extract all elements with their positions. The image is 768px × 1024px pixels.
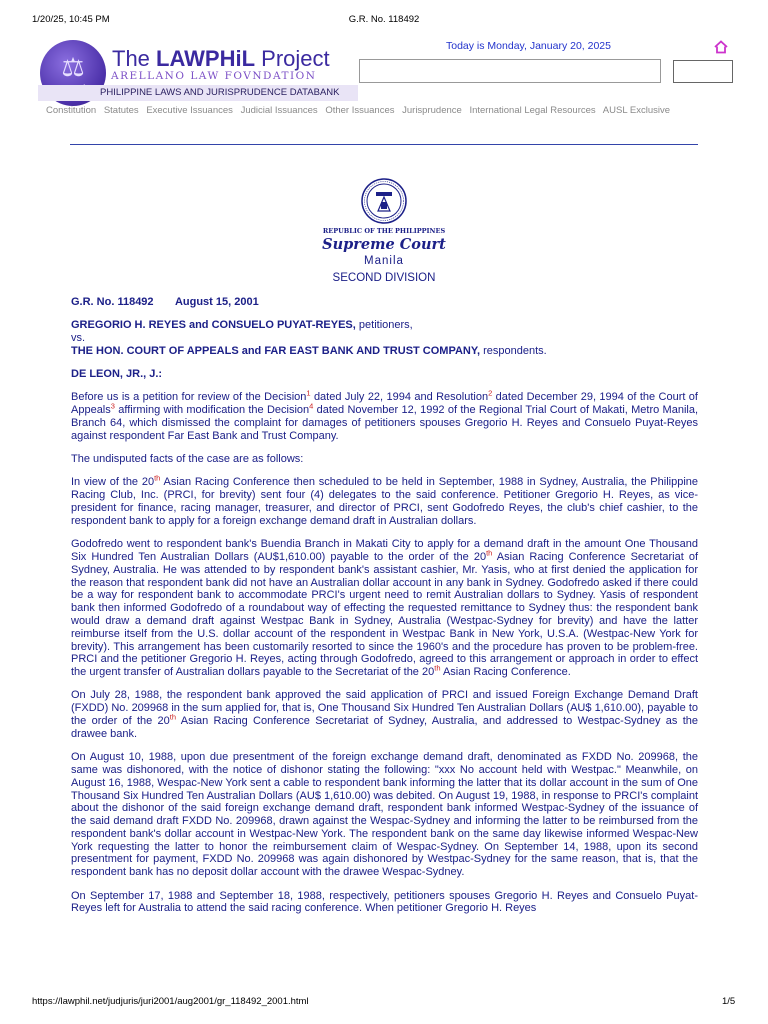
footnote-link-1[interactable]: 1 [306,388,311,398]
case-number: G.R. No. 118492 [71,296,154,308]
print-page-number: 1/5 [722,996,736,1007]
supreme-court-seal-icon [361,178,407,224]
search-button[interactable] [673,60,733,83]
paragraph-6: On August 10, 1988, upon due presentment of the foreign exchange demand draft, denominated as FXDD No. 209968, the same was dishonored, with the notice of dishonor stating the following: "xxx No account held with Westpac." Meanwhile, on August 16, 1988, Wespac-New York sent a cable to respondent bank informing the latter that its dollar account in the sum of One Thousand Six Hundred Ten Australian Dollars (AU$ 1,610.00) was debited. On August 19, 1988, in response to PRCI's complaint about the dishonor of the said foreign exchange demand draft, respondent bank informed Westpac-Sydney of the issuance of the said demand draft FXDD No. 209968, drawn against the Wespac-Sydney and informing the latter to be reimbursed from the respondent bank's dollar account in Westpac-New York. The respondent bank on the same day likewise informed Wespac-New York requesting the latter to honor the reimbursement claim of Wespac-Sydney. On September 14, 1988, upon its second presentment for payment, FXDD No. 209968 was again dishonored by Westpac-Sydney for the same reason, that is, that the respondent bank has no deposit dollar account with the drawee Wespac-Sydney. [71,751,698,879]
decision-content [71,296,698,915]
print-datetime: 1/20/25, 10:45 PM [32,14,110,25]
court-city: Manila [364,255,404,267]
foundation-name: ARELLANO LAW FOVNDATION [111,70,317,82]
nav-ausl-exclusive[interactable]: AUSL Exclusive [602,105,671,116]
nav-judicial-issuances[interactable]: Judicial Issuances [240,105,318,116]
brand-suffix: Project [255,46,330,71]
print-url: https://lawphil.net/judjuris/juri2001/aug2001/gr_118492_2001.html [32,996,309,1007]
nav-international-legal-resources[interactable]: International Legal Resources [469,105,596,116]
petitioners: GREGORIO H. REYES and CONSUELO PUYAT-REYES, [71,319,356,332]
nav-jurisprudence[interactable]: Jurisprudence [402,105,462,116]
paragraph-5: On July 28, 1988, the respondent bank approved the said application of PRCI and issued Foreign Exchange Demand Draft (FXDD) No. 209968 in the sum applied for, that is, One Thousand Six Hundred Ten Australian Dollars (AU$ 1,610.00), payable to the order of the 20th Asian Racing Conference Secretariat of Sydney, Australia, and addressed to Westpac-Sydney as the drawee bank. [71,689,698,740]
scales-of-justice-icon: ⚖ [61,52,85,82]
nav-executive-issuances[interactable]: Executive Issuances [146,105,233,116]
footnote-link-3[interactable]: 3 [110,401,115,411]
nav-statutes[interactable]: Statutes [103,105,139,116]
versus: vs. [71,332,86,345]
case-number-line [71,296,698,309]
respondents-line [71,345,698,358]
header-divider [70,144,698,145]
ponente: DE LEON, JR., J.: [71,368,163,381]
paragraph-3: In view of the 20th Asian Racing Conference then scheduled to be held in September, 1988 in Sydney, Australia, the Philippine Racing Club, Inc. (PRCI, for brevity) sent four (4) delegates to the said conference. Petitioner Gregorio H. Reyes, as vice-president for finance, racing manager, treasurer, and director of PRCI, sent Godofredo Reyes, the club's chief cashier, to the respondent bank to apply for a foreign exchange demand draft in Australian dollars. [71,473,698,527]
brand-bold: LAWPHiL [156,46,256,71]
main-nav [46,105,675,116]
search-input[interactable] [359,59,661,83]
footnote-link-2[interactable]: 2 [488,388,493,398]
nav-other-issuances[interactable]: Other Issuances [325,105,395,116]
brand-prefix: The [112,46,157,71]
print-title: G.R. No. 118492 [348,14,420,25]
respondents: THE HON. COURT OF APPEALS and FAR EAST BANK AND TRUST COMPANY, [71,344,481,357]
today-date: Today is Monday, January 20, 2025 [446,40,611,52]
home-icon[interactable] [714,40,728,54]
site-title[interactable] [112,46,330,72]
footnote-link-4[interactable]: 4 [309,401,314,411]
republic-label: REPUBLIC OF THE PHILIPPINES [322,227,446,235]
court-division: SECOND DIVISION [332,272,436,284]
paragraph-4: Godofredo went to respondent bank's Buendia Branch in Makati City to apply for a demand draft in the amount One Thousand Six Hundred Ten Australian Dollars (AU$1,610.00) payable to the order of the 20th Asian Racing Conference Secretariat of Sydney, Australia. He was attended to by respondent bank's assistant cashier, Mr. Yasis, who at first denied the application for the reason that respondent bank did not have an Australian dollar account in any bank in Sydney. Godofredo asked if there could be a way for respondent bank to accommodate PRCI's urgent need to remit Australian dollars to Sydney. Yasis of respondent bank then informed Godofredo of a roundabout way of effecting the requested remittance to Sydney thus: the respondent bank would draw a demand draft against Westpac Bank in Sydney, Australia (Westpac-Sydney for brevity) and have the latter reimburse itself from the U.S. dollar account of the respondent in Westpac Bank in New York, U.S.A. (Westpac-New York for brevity). This arrangement has been customarily resorted to since the 1960's and the procedure has proven to be problem-free. PRCI and the petitioner Gregorio H. Reyes, acting through Godofredo, agreed to this arrangement or approach in order to effect the urgent transfer of Australian dollars payable to the Secretariat of the 20th Asian Racing Conference. [71,538,698,679]
nav-constitution[interactable]: Constitution [46,105,97,116]
paragraph-2: The undisputed facts of the case are as follows: [71,453,304,466]
petitioners-role: petitioners, [355,319,413,332]
court-name: Supreme Court [322,236,446,253]
paragraph-1: Before us is a petition for review of the Decision$^1$ dated July 22, 1994 and Resolution$^2$ dated December 29, 1994 of the Court of Appeals$^3$ affirming with modification the Decision$^4$ dated November 12, 1992 of the Regional Trial Court of Makati, Metro Manila, Branch 64, which dismissed the complaint for damages of petitioners spouses Gregorio H. Reyes and Consuelo Puyat-Reyes against respondent Far East Bank and Trust Company. [71,388,699,442]
respondents-role: respondents. [480,344,547,357]
petitioners-line [71,319,698,332]
databank-subtitle: PHILIPPINE LAWS AND JURISPRUDENCE DATABANK [100,87,340,98]
paragraph-7: On September 17, 1988 and September 18, 1988, respectively, petitioners spouses Gregorio H. Reyes and Consuelo Puyat-Reyes left for Australia to attend the said racing conference. When petitioner Gregorio H. Reyes [71,889,698,915]
case-date: August 15, 2001 [174,296,259,308]
